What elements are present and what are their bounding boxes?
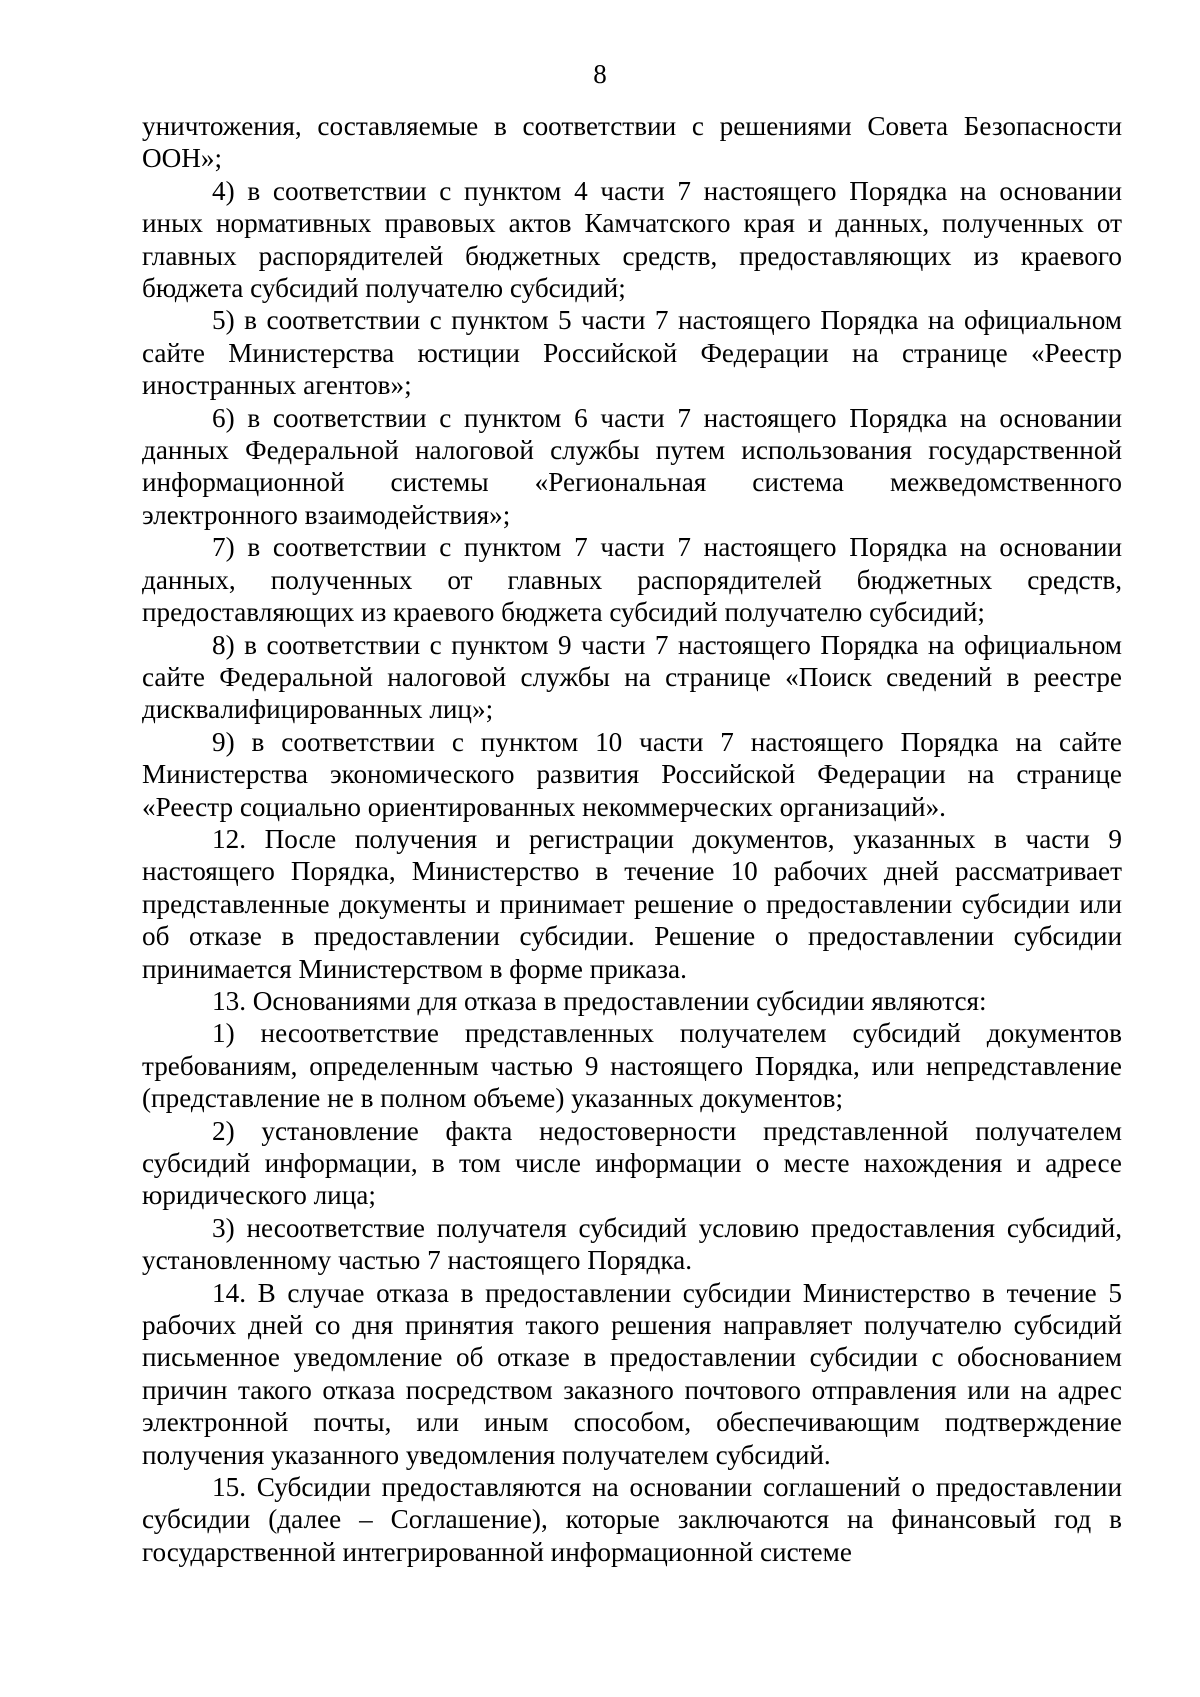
paragraph-item-9: 9) в соответствии с пунктом 10 части 7 настоящего Порядка на сайте Министерства экономического развития Российской Федерации на странице «Реестр социально ориентированных некоммерческих организаций». [142,726,1122,822]
paragraph-refusal-ground-1: 1) несоответствие представленных получателем субсидий документов требованиям, определенным частью 9 настоящего Порядка, или непредставление (представление не в полном объеме) указанных документов; [142,1018,1122,1114]
paragraph-item-8: 8) в соответствии с пунктом 9 части 7 настоящего Порядка на официальном сайте Федеральной налоговой службы на странице «Поиск сведений в реестре дисквалифицированных лиц»; [142,629,1122,725]
paragraph-item-7: 7) в соответствии с пунктом 7 части 7 настоящего Порядка на основании данных, полученных от главных распорядителей бюджетных средств, предоставляющих из краевого бюджета субсидий получателю субсидий; [142,532,1122,628]
paragraph-continuation: уничтожения, составляемые в соответствии с решениями Совета Безопасности ООН»; [142,111,1122,174]
document-body [142,110,1122,1568]
paragraph-section-12: 12. После получения и регистрации документов, указанных в части 9 настоящего Порядка, Министерство в течение 10 рабочих дней рассматривает представленные документы и принимает решение о предоставлении субсидии или об отказе в предоставлении субсидии. Решение о предоставлении субсидии принимается Министерством в форме приказа. [142,823,1122,984]
paragraph-item-6: 6) в соответствии с пунктом 6 части 7 настоящего Порядка на основании данных Федеральной налоговой службы путем использования государственной информационной системы «Региональная система межведомственного электронного взаимодействия»; [142,402,1122,530]
paragraph-section-14: 14. В случае отказа в предоставлении субсидии Министерство в течение 5 рабочих дней со дня принятия такого решения направляет получателю субсидий письменное уведомление об отказе в предоставлении субсидии с обоснованием причин такого отказа посредством заказного почтового отправления или на адрес электронной почты, или иным способом, обеспечивающим подтверждение получения указанного уведомления получателем субсидий. [142,1277,1122,1470]
paragraph-section-15: 15. Субсидии предоставляются на основании соглашений о предоставлении субсидии (далее – Соглашение), которые заключаются на финансовый год в государственной интегрированной информационной системе [142,1472,1122,1567]
paragraph-refusal-ground-2: 2) установление факта недостоверности представленной получателем субсидий информации, в том числе информации о месте нахождения и адресе юридического лица; [142,1115,1122,1211]
page-number: 8 [593,59,607,89]
paragraph-section-13: 13. Основаниями для отказа в предоставлении субсидии являются: [212,985,987,1016]
paragraph-item-5: 5) в соответствии с пунктом 5 части 7 настоящего Порядка на официальном сайте Министерства юстиции Российской Федерации на странице «Реестр иностранных агентов»; [142,305,1122,401]
paragraph-item-4: 4) в соответствии с пунктом 4 части 7 настоящего Порядка на основании иных нормативных правовых актов Камчатского края и данных, полученных от главных распорядителей бюджетных средств, предоставляющих из краевого бюджета субсидий получателю субсидий; [142,175,1122,304]
paragraph-refusal-ground-3: 3) несоответствие получателя субсидий условию предоставления субсидий, установленному частью 7 настоящего Порядка. [142,1212,1122,1276]
